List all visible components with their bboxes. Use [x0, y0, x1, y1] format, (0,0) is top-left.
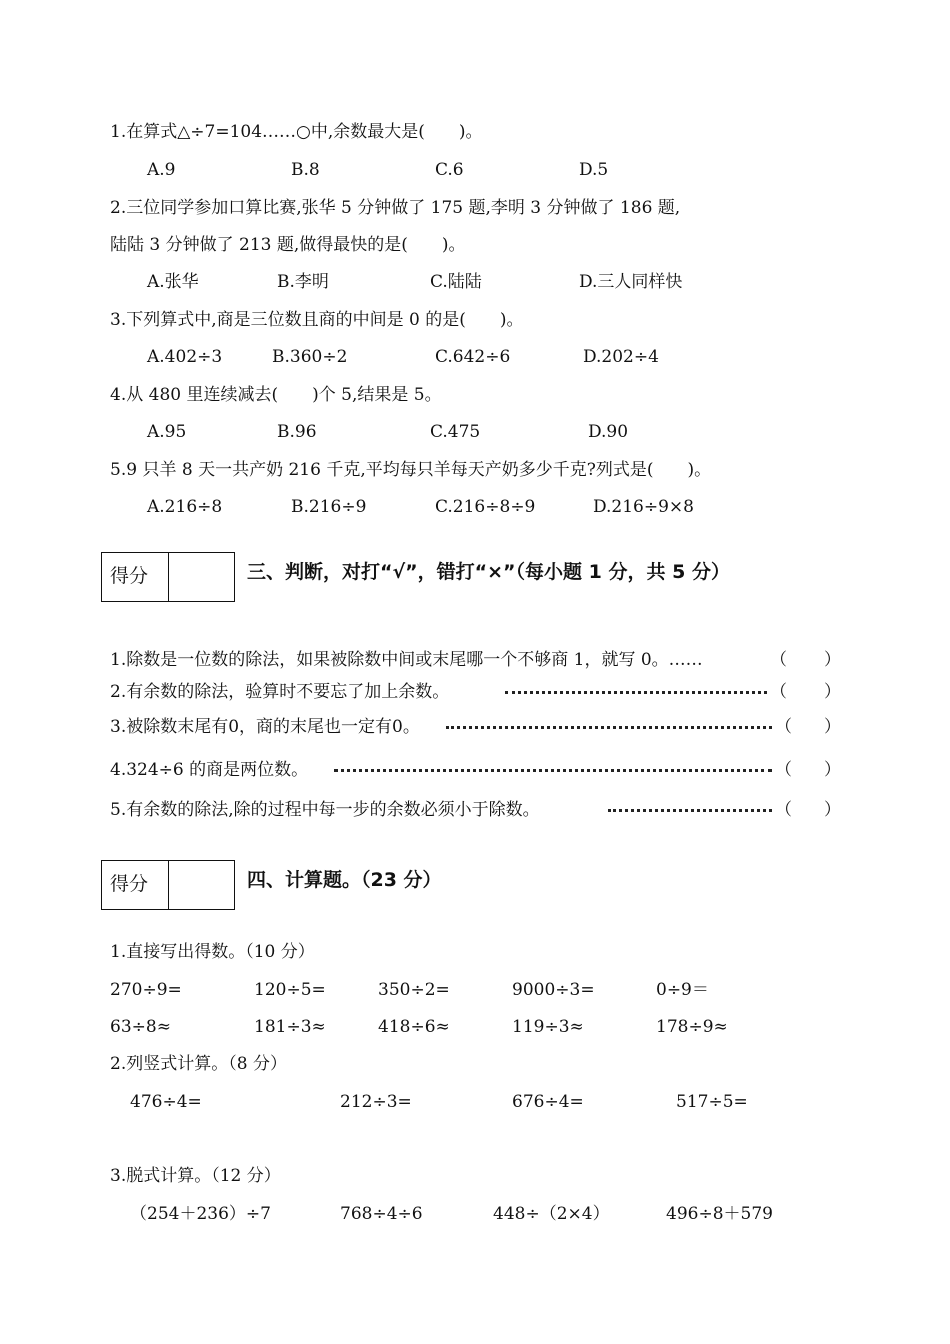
q5-option-a: A.216÷8 — [147, 497, 223, 517]
judge-paren-open-5: （ — [775, 800, 792, 820]
oral-calc: 181÷3≈ — [254, 1017, 326, 1037]
judge-paren-close-5: ） — [824, 800, 841, 820]
q3-option-c: C.642÷6 — [435, 347, 511, 367]
q3-option-b: B.360÷2 — [272, 347, 348, 367]
judge-paren-close-1: ） — [824, 650, 841, 670]
step-calc: （254＋236）÷7 — [130, 1204, 271, 1224]
score-label: 得分 — [102, 553, 169, 601]
section4-title: 四、计算题。（23 分） — [247, 869, 442, 891]
vertical-calc: 476÷4= — [130, 1092, 202, 1112]
oral-calc: 178÷9≈ — [656, 1017, 728, 1037]
oral-calc: 9000÷3= — [512, 980, 595, 1000]
step-calc: 496÷8＋579 — [666, 1204, 773, 1224]
q1-stem: 1.在算式△÷7=104……○中,余数最大是( )。 — [110, 122, 483, 142]
vertical-calc: 212÷3= — [340, 1092, 412, 1112]
judge-paren-close-4: ） — [824, 760, 841, 780]
q5-option-b: B.216÷9 — [291, 497, 367, 517]
judge-item-4: 4.324÷6 的商是两位数。 — [110, 760, 309, 780]
oral-calc: 270÷9= — [110, 980, 182, 1000]
oral-calc: 418÷6≈ — [378, 1017, 450, 1037]
sub1-title: 1.直接写出得数。（10 分） — [110, 942, 315, 962]
q5-stem: 5.9 只羊 8 天一共产奶 216 千克,平均每只羊每天产奶多少千克?列式是( )。 — [110, 460, 712, 480]
dot-leader — [608, 809, 772, 812]
q2-option-c: C.陆陆 — [430, 272, 482, 292]
q4-option-a: A.95 — [147, 422, 187, 442]
q2-stem-line1: 2.三位同学参加口算比赛,张华 5 分钟做了 175 题,李明 3 分钟做了 186 题, — [110, 198, 681, 218]
q1-option-a: A.9 — [147, 160, 176, 180]
q4-stem: 4.从 480 里连续减去( )个 5,结果是 5。 — [110, 385, 442, 405]
dot-leader — [446, 726, 772, 729]
score-box-section4 — [101, 860, 235, 910]
q1-option-c: C.6 — [435, 160, 464, 180]
oral-calc: 0÷9＝ — [656, 980, 709, 1000]
oral-calc: 63÷8≈ — [110, 1017, 171, 1037]
q3-option-a: A.402÷3 — [147, 347, 223, 367]
q4-option-c: C.475 — [430, 422, 481, 442]
oral-calc: 119÷3≈ — [512, 1017, 584, 1037]
judge-paren-close-2: ） — [824, 682, 841, 702]
judge-paren-open-1: （ — [770, 650, 787, 670]
judge-paren-open-4: （ — [775, 760, 792, 780]
q3-stem: 3.下列算式中,商是三位数且商的中间是 0 的是( )。 — [110, 310, 524, 330]
q2-option-a: A.张华 — [147, 272, 199, 292]
section3-title: 三、判断，对打“√”，错打“×”（每小题 1 分，共 5 分） — [247, 561, 730, 583]
score-label: 得分 — [102, 861, 169, 909]
judge-item-1: 1.除数是一位数的除法，如果被除数中间或末尾哪一个不够商 1，就写 0。…… — [110, 650, 703, 670]
judge-item-3: 3.被除数末尾有0，商的末尾也一定有0。 — [110, 717, 420, 737]
judge-paren-close-3: ） — [824, 717, 841, 737]
q1-option-d: D.5 — [579, 160, 609, 180]
vertical-calc: 517÷5= — [676, 1092, 748, 1112]
step-calc: 768÷4÷6 — [340, 1204, 423, 1224]
q4-option-b: B.96 — [277, 422, 317, 442]
q4-option-d: D.90 — [588, 422, 629, 442]
oral-calc: 350÷2= — [378, 980, 450, 1000]
sub3-title: 3.脱式计算。（12 分） — [110, 1166, 281, 1186]
score-box-section3 — [101, 552, 235, 602]
vertical-calc: 676÷4= — [512, 1092, 584, 1112]
judge-item-5: 5.有余数的除法,除的过程中每一步的余数必须小于除数。 — [110, 800, 540, 820]
q2-stem-line2: 陆陆 3 分钟做了 213 题,做得最快的是( )。 — [110, 235, 466, 255]
step-calc: 448÷（2×4） — [493, 1204, 610, 1224]
q5-option-d: D.216÷9×8 — [593, 497, 694, 517]
judge-paren-open-3: （ — [775, 717, 792, 737]
q2-option-b: B.李明 — [277, 272, 329, 292]
q3-option-d: D.202÷4 — [583, 347, 659, 367]
sub2-title: 2.列竖式计算。（8 分） — [110, 1054, 287, 1074]
q5-option-c: C.216÷8÷9 — [435, 497, 536, 517]
q1-option-b: B.8 — [291, 160, 320, 180]
q2-option-d: D.三人同样快 — [579, 272, 683, 292]
dot-leader — [505, 691, 767, 694]
oral-calc: 120÷5= — [254, 980, 326, 1000]
dot-leader — [334, 769, 772, 772]
judge-item-2: 2.有余数的除法，验算时不要忘了加上余数。 — [110, 682, 450, 702]
judge-paren-open-2: （ — [770, 682, 787, 702]
